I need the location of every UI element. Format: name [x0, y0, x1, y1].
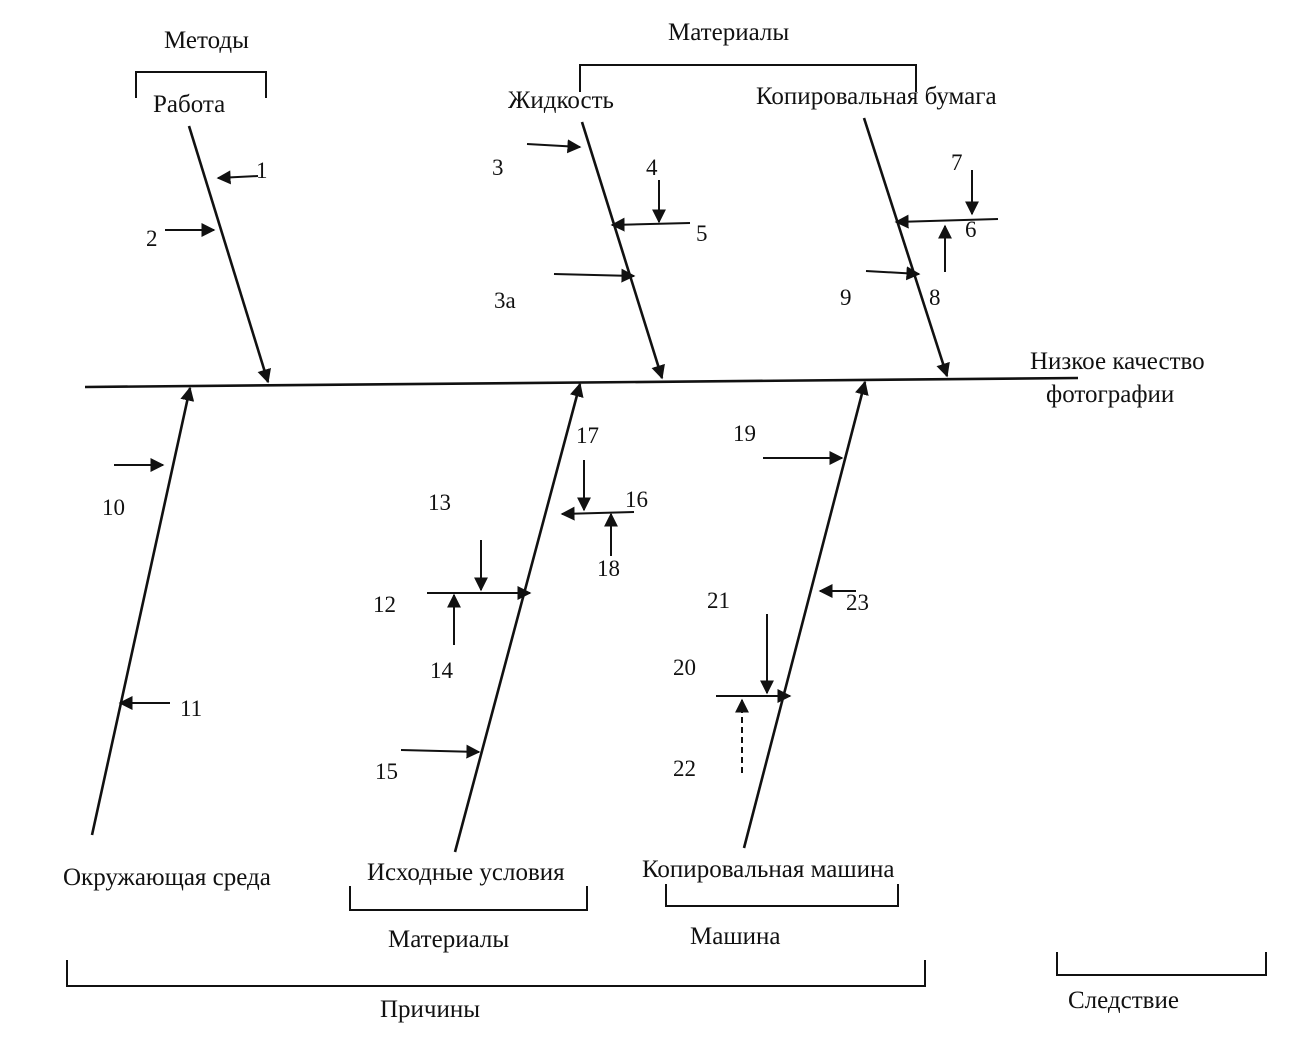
cause-number-3a: 3а: [494, 288, 516, 313]
arrow-cause-1: [218, 176, 258, 178]
cause-number-19: 19: [733, 421, 756, 446]
branch-label-fluid: Жидкость: [508, 87, 614, 114]
effect-label-line1: Низкое качество: [1030, 348, 1205, 375]
branch-label-environment: Окружающая среда: [63, 864, 271, 891]
group-label-materials-top: Материалы: [668, 19, 790, 46]
bone-copy-machine: [744, 382, 865, 848]
bracket-effect: [1057, 952, 1266, 975]
cause-number-5: 5: [696, 221, 708, 246]
bone-environment: [92, 388, 190, 835]
bone-initial-conditions: [455, 384, 580, 852]
cause-number-1: 1: [256, 158, 268, 183]
bone-copy-paper: [864, 118, 947, 376]
cause-number-9: 9: [840, 285, 852, 310]
cause-number-17: 17: [576, 423, 599, 448]
group-label-materials-bottom: Материалы: [388, 926, 510, 953]
cause-number-16: 16: [625, 487, 648, 512]
arrow-cause-3a: [554, 274, 634, 276]
branch-label-work: Работа: [153, 91, 226, 118]
footer-label-effect: Следствие: [1068, 987, 1179, 1014]
cause-number-2: 2: [146, 226, 158, 251]
arrow-cause-5: [612, 223, 690, 225]
footer-label-causes: Причины: [380, 996, 481, 1023]
arrow-cause-3: [527, 144, 580, 147]
cause-number-4: 4: [646, 155, 658, 180]
bracket-machine: [666, 884, 898, 906]
branch-label-copy-paper: Копировальная бумага: [756, 83, 997, 110]
arrow-cause-6: [896, 219, 998, 222]
bracket-causes: [67, 960, 925, 986]
cause-number-12: 12: [373, 592, 396, 617]
cause-number-3: 3: [492, 155, 504, 180]
effect-label-line2: фотографии: [1046, 381, 1175, 408]
cause-number-18: 18: [597, 556, 620, 581]
group-label-machine: Машина: [690, 923, 781, 950]
group-label-methods: Методы: [164, 27, 249, 54]
cause-number-21: 21: [707, 588, 730, 613]
arrow-cause-9: [866, 271, 919, 274]
cause-number-15: 15: [375, 759, 398, 784]
spine-line: [85, 378, 1078, 387]
cause-number-23: 23: [846, 590, 869, 615]
branch-label-initial-conditions: Исходные условия: [367, 859, 565, 886]
cause-number-22: 22: [673, 756, 696, 781]
cause-number-10: 10: [102, 495, 125, 520]
arrow-cause-16: [562, 512, 634, 514]
cause-number-11: 11: [180, 696, 203, 721]
arrow-cause-15: [401, 750, 479, 752]
cause-number-7: 7: [951, 150, 963, 175]
cause-number-8: 8: [929, 285, 941, 310]
branch-label-copy-machine: Копировальная машина: [642, 856, 895, 883]
cause-number-13: 13: [428, 490, 451, 515]
bracket-materials-bottom: [350, 886, 587, 910]
cause-number-20: 20: [673, 655, 696, 680]
cause-number-6: 6: [965, 217, 977, 242]
cause-number-14: 14: [430, 658, 453, 683]
